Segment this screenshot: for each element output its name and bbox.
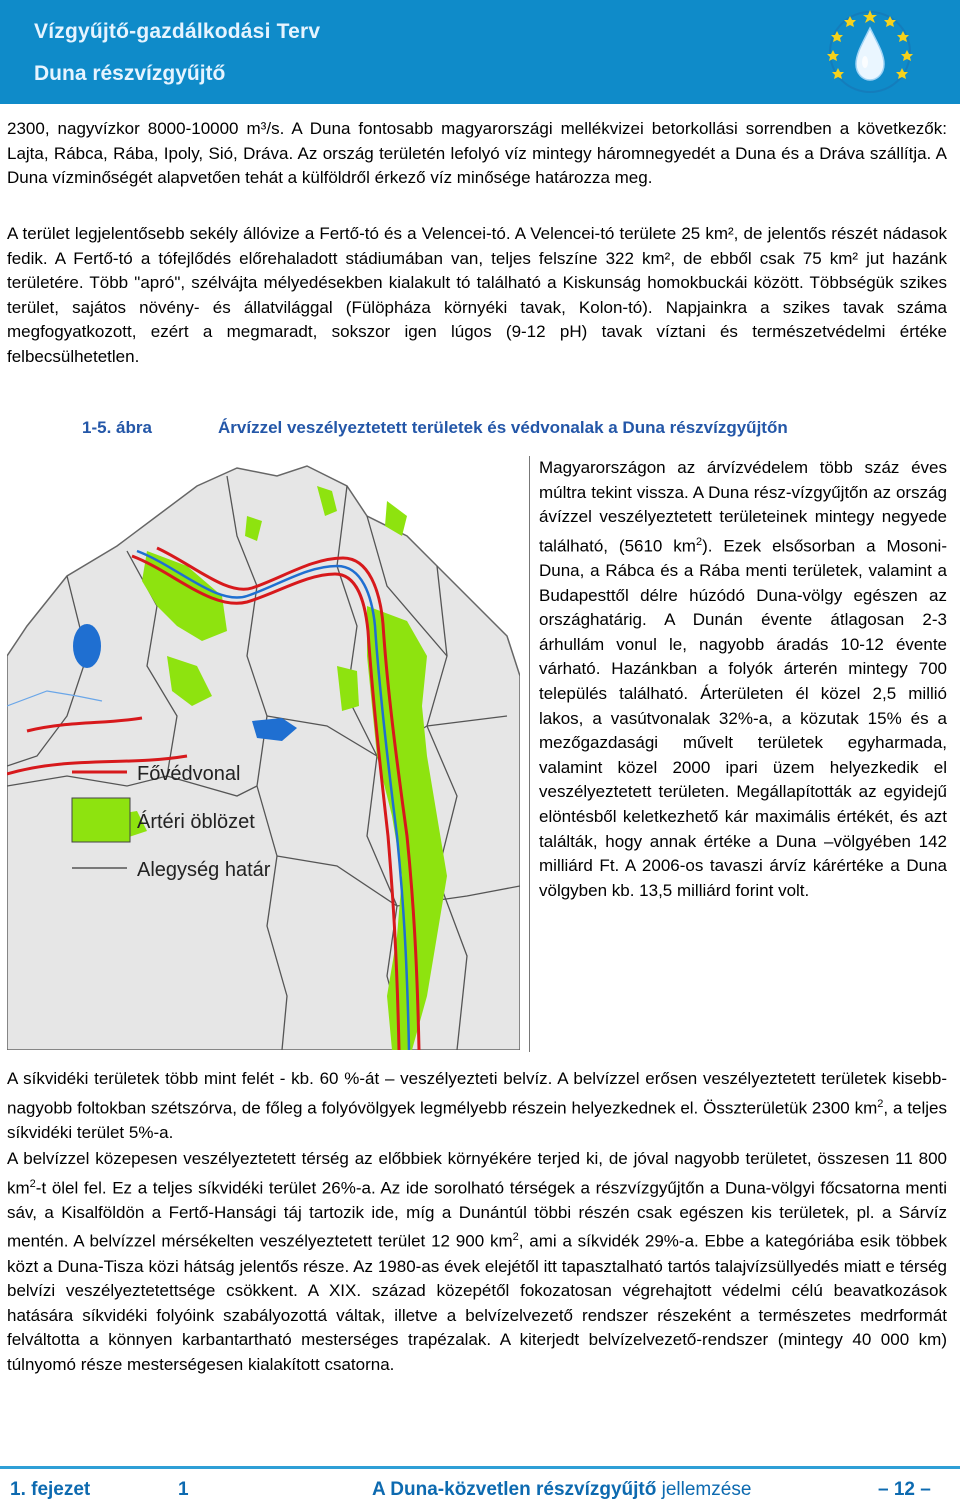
paragraph-inland-water	[7, 1067, 947, 1145]
header-subtitle: Duna részvízgyűjtő	[34, 62, 226, 85]
moderate-risk-part-a: A belvízzel közepesen veszélyeztetett térség az előbbiek környékére terjed ki, de jóval nagyobb területet, összesen 11 800 km	[7, 1149, 947, 1198]
page-header	[0, 0, 960, 104]
flood-map-svg	[7, 456, 520, 1050]
legend-item-main-dike: Fővédvonal	[137, 763, 241, 785]
figure-title: Árvízzel veszélyeztetett területek és védvonalak a Duna részvízgyűjtőn	[218, 418, 788, 437]
paragraph-rivers: 2300, nagyvízkor 8000-10000 m³/s. A Duna fontosabb magyarországi mellékvizei betorkollási sorrendben a következők: Lajta, Rábca, Rába, Ipoly, Sió, Dráva. Az ország területén lefolyó víz mintegy háromnegyedét a Duna és a Dráva szállítja. A Duna vízminőségét alapvetően tehát a külföldről érkező víz minősége határozza meg.	[7, 119, 947, 188]
footer-title	[372, 1479, 751, 1501]
paragraph-flood-protection	[539, 456, 947, 903]
legend-item-subunit-border: Alegység határ	[137, 859, 271, 881]
inland-water-part-a: A síkvidéki területek több mint felét - kb. 60 %-át – veszélyezteti belvíz. A belvízzel erősen veszélyeztetett területek kisebb-nagyobb foltokban szétszórva, de főleg a folyóvölgyek legmélyebb részein helyezkednek el. Összterületük 2300 km	[7, 1069, 947, 1118]
flood-text-part-a: Magyarországon az árvízvédelem több száz éves múltra tekint vissza. A Duna rész-vízgyűjtőn az ország ávízzel veszélyeztetett területeinek mintegy negyede található, (5610 km	[539, 458, 947, 556]
map-separator-line	[529, 456, 530, 1052]
flood-map	[7, 456, 520, 1050]
figure-number: 1-5. ábra	[82, 418, 152, 437]
flood-text-part-b: ). Ezek elsősorban a Mosoni-Duna, a Rábca és a Rába menti területek, valamint a Budapesttől délre húzódó Duna-völgy egészen az országhatárig. A Dunán évente átlagosan 2-3 árhullám vonul le, nagyobb áradás 10-12 évente várható. Hazánkban a folyók árterén mintegy 700 település található. Árterületen él közel 2,5 millió lakos, a vasútvonalak 32%-a, a közutak 15% és a mezőgazdasági művelt területek egyharmada, valamint közel 2000 ipari üzem helyezkedik el veszélyeztetett területen. Megállapították az egyidejű elöntésből keletkezhető kár maximális értékét, és azt találták, hogy annak értéke a Duna –völgyében 142 milliárd Ft. A 2006-os tavaszi árvíz kárértéke a Duna völgyben kb. 13,5 milliárd forint volt.	[539, 536, 947, 900]
footer-chapter: 1. fejezet	[10, 1479, 91, 1500]
moderate-risk-superscript-1: 2	[29, 1177, 36, 1190]
paragraph-moderate-risk	[7, 1147, 947, 1378]
footer-page-number: – 12 –	[878, 1479, 931, 1500]
header-title: Vízgyűjtő-gazdálkodási Terv	[34, 20, 321, 43]
footer-title-bold: A Duna-közvetlen részvízgyűjtő	[372, 1479, 657, 1500]
legend-floodplain-swatch	[72, 798, 130, 842]
legend-item-floodplain: Ártéri öblözet	[137, 811, 255, 833]
moderate-risk-part-b: -t ölel fel. Ez a teljes síkvidéki terület 26%-a. Az ide sorolható térségek a részvízgyűjtőn a Duna-völgyi főcsatorna menti sáv, a Kisalföldön a Fertő-Hansági táj tartozik ide, míg a Dunántúl többi részén csak egészen kis területek, pl. a Sárvíz mentén. A belvízzel mérsékelten veszélyeztetett terület 12 900 km	[7, 1178, 947, 1252]
lake-ferto	[73, 624, 101, 668]
footer-title-normal: jellemzése	[656, 1479, 752, 1500]
inland-water-part-b: , a teljes síkvidéki terület 5%-a.	[7, 1098, 947, 1142]
footer-chapter-number: 1	[178, 1479, 189, 1500]
eu-water-drop-logo-icon	[810, 6, 930, 98]
paragraph-lakes: A terület legjelentősebb sekély állóvize a Fertő-tó és a Velencei-tó. A Velencei-tó területe 25 km², de jelentős részét nádasok fedik. A Fertő-tó a tófejlődés előrehaladott stádiumában van, teljes felszíne 322 km², de ebből csak 75 km² jut hazánk területére. Több "apró", szélvájta mélyedésekben kialakult tó található a Kiskunság homokbuckái között. Többségük szikes terület, sajátos növény- és állatvilággal (Fülöpháza környéki tavak, Kolon-tó). Napjainkra a szikes tavak száma megfogyatkozott, ezért a megmaradt, sokszor igen lúgos (9-12 pH) tavak víztani és természetvédelmi értéke felbecsülhetetlen.	[7, 224, 947, 366]
moderate-risk-superscript-2: 2	[512, 1231, 519, 1244]
moderate-risk-part-c: , ami a síkvidék 29%-a. Ebbe a kategóriába esik többek közt a Duna-Tisza közi hátság jelentős része. Az 1980-as évek elejétől itt tapasztalható tartós talajvízsüllyedés miatt e térség belvízi veszélyeztetettsége csökkent. A XIX. század közepétől fokozatosan végrehajtott védelmi célú beavatkozások hatására síkvidéki folyóink szabályozottá váltak, illetve a belvízelvezető rendszer részeként a természetes medrformát felváltotta a könnyen karbantartható mesterséges trapézalak. A kiterjedt belvízelvezető-rendszer (mintegy 40 000 km) túlnyomó része mesterségesen kialakított csatorna.	[7, 1232, 947, 1375]
inland-water-superscript: 2	[877, 1097, 884, 1110]
footer-divider	[0, 1466, 960, 1469]
flood-text-superscript: 2	[695, 535, 703, 548]
